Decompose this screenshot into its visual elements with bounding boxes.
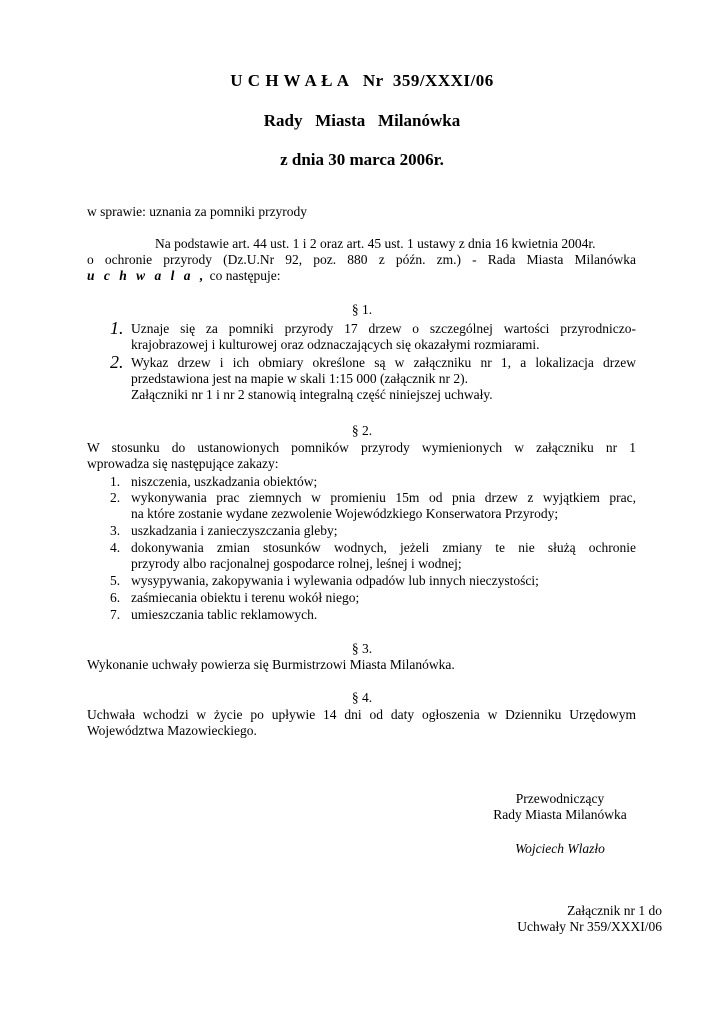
section-4-heading: § 4. [351,690,373,705]
sec4-line-2: Województwa Mazowieckiego. [87,723,257,738]
signature-council: Rady Miasta Milanówka [493,807,627,822]
resolution-date: z dnia 30 marca 2006r. [280,150,444,169]
ban-item-4-line-2: przyrody albo racjonalnej gospodarce rolnej, leśnej i wodnej; [131,556,462,571]
subject-line: w sprawie: uznania za pomniki przyrody [87,204,308,219]
ban-number: 2. [110,490,121,505]
preamble-line-2: o ochronie przyrody (Dz.U.Nr 92, poz. 880 z późn. zm.) - Rada Miasta Milanówka [87,252,636,267]
preamble-line-3-rest: co następuje: [206,268,281,283]
section-3-heading: § 3. [351,641,373,656]
section-2-heading: § 2. [351,423,373,438]
ban-number: 7. [110,607,121,622]
resolves-word: u c h w a l a , [87,268,207,283]
ban-number: 3. [110,523,121,538]
sec2-intro-line-1: W stosunku do ustanowionych pomników przyrody wymienionych w załączniku nr 1 [87,440,636,455]
attachment-line-1: Załącznik nr 1 do [567,903,662,918]
ban-item-4-line-1: dokonywania zmian stosunków wodnych, jeżeli zmiany te nie służą ochronie [131,540,636,555]
sec1-item-1-line-2: krajobrazowej i kulturowej oraz odznaczających się okazałymi rozmiarami. [131,337,540,352]
ban-number: 6. [110,590,121,605]
attachment-line-2: Uchwały Nr 359/XXXI/06 [517,919,662,934]
ban-item-1: niszczenia, uszkadzania obiektów; [131,474,318,489]
sec4-line-1: Uchwała wchodzi w życie po upływie 14 dni od daty ogłoszenia w Dzienniku Urzędowym [87,707,636,722]
ban-item-6: zaśmiecania obiektu i terenu wokół niego; [131,590,360,605]
ban-number: 1. [110,474,121,489]
ban-item-7: umieszczania tablic reklamowych. [131,607,318,622]
resolution-title: U C H W A Ł A Nr 359/XXXI/06 [230,71,494,90]
signature-role: Przewodniczący [515,791,605,806]
section-1-heading: § 1. [351,302,373,317]
sec1-item-1-line-1: Uznaje się za pomniki przyrody 17 drzew o szczególnej wartości przyrodniczo- [131,321,636,336]
ban-item-2-line-2: na które zostanie wydane zezwolenie Wojewódzkiego Konserwatora Przyrody; [131,506,559,521]
sec1-item-1-number: 1. [110,318,124,338]
ban-item-3: uszkadzania i zanieczyszczania gleby; [131,523,338,538]
sec2-intro-line-2: wprowadza się następujące zakazy: [87,456,279,471]
ban-item-5: wysypywania, zakopywania i wylewania odpadów lub innych nieczystości; [131,573,539,588]
sec1-item-2-line-1: Wykaz drzew i ich obmiary określone są w załączniku nr 1, a lokalizacja drzew [131,355,636,370]
sec1-item-2-line-2: przedstawiona jest na mapie w skali 1:15 000 (załącznik nr 2). [131,371,469,386]
preamble-line-1: Na podstawie art. 44 ust. 1 i 2 oraz art. 45 ust. 1 ustawy z dnia 16 kwietnia 2004r. [155,236,596,251]
council-name: Rady Miasta Milanówka [263,111,461,130]
sec1-item-2-number: 2. [110,352,124,372]
preamble-line-3 [87,268,281,284]
ban-number: 4. [110,540,121,555]
ban-number: 5. [110,573,121,588]
sec1-item-2-line-3: Załączniki nr 1 i nr 2 stanowią integralną część niniejszej uchwały. [131,387,493,402]
sec3-text: Wykonanie uchwały powierza się Burmistrzowi Miasta Milanówka. [87,657,455,672]
signature-name: Wojciech Wlazło [515,841,605,856]
ban-item-2-line-1: wykonywania prac ziemnych w promieniu 15m od pnia drzew z wyjątkiem prac, [131,490,636,505]
